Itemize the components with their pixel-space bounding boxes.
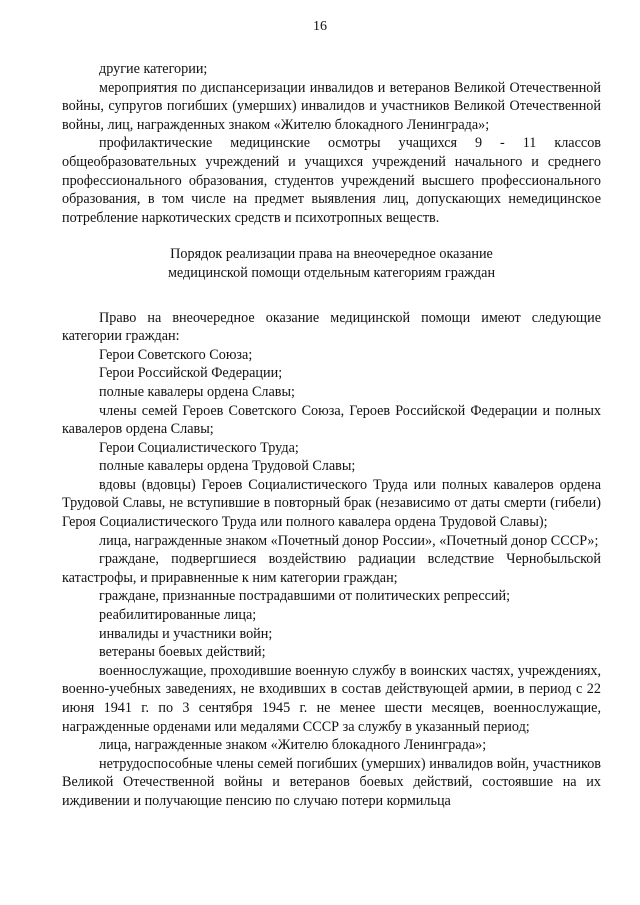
list-item: лица, награжденные знаком «Почетный донор России», «Почетный донор СССР»; bbox=[99, 532, 599, 549]
list-item: полные кавалеры ордена Трудовой Славы; bbox=[99, 458, 356, 475]
page-number: 16 bbox=[313, 19, 327, 34]
list-item: граждане, признанные пострадавшими от политических репрессий; bbox=[99, 588, 511, 605]
list-item: лица, награжденные знаком «Жителю блокадного Ленинграда»; bbox=[99, 737, 487, 754]
list-item: Герои Российской Федерации; bbox=[99, 365, 283, 382]
list-item: реабилитированные лица; bbox=[99, 607, 257, 624]
list-item: полные кавалеры ордена Славы; bbox=[99, 383, 295, 400]
paragraph-dispensary-measures: мероприятия по диспансеризации инвалидов и ветеранов Великой Отечественной войны, супругов погибших (умерших) инвалидов и участников Великой Отечественной войны, лиц, награжденных знаком «Жителю блокадного Ленинграда»; bbox=[62, 79, 601, 133]
list-item: нетрудоспособные члены семей погибших (умерших) инвалидов войн, участников Великой Отечественной войны и ветеранов боевых действий, состоявшие на их иждивении и получающие пенсию по случаю потери кормильца bbox=[62, 755, 601, 809]
document-body bbox=[62, 60, 601, 811]
list-item: граждане, подвергшиеся воздействию радиации вследствие Чернобыльской катастрофы, и приравненные к ним категории граждан; bbox=[62, 551, 601, 586]
list-item: Герои Социалистического Труда; bbox=[99, 439, 299, 456]
section-heading bbox=[62, 245, 601, 282]
paragraph-preventive-exams: профилактические медицинские осмотры учащихся 9 - 11 классов общеобразовательных учреждений и учащихся учреждений начального и среднего профессионального образования, студентов учреждений высшего профессионального образования, в том числе на предмет выявления лиц, допускающих немедицинское потребление наркотических средств и психотропных веществ. bbox=[62, 135, 601, 226]
list-item: Герои Советского Союза; bbox=[99, 346, 253, 363]
paragraph-intro: Право на внеочередное оказание медицинской помощи имеют следующие категории граждан: bbox=[62, 309, 601, 345]
section-heading-line-1: Порядок реализации права на внеочередное оказание bbox=[170, 246, 493, 263]
list-item: вдовы (вдовцы) Героев Социалистического Труда или полных кавалеров ордена Трудовой Славы, не вступившие в повторный брак (независимо от даты смерти (гибели) Героя Социалистического Труда или полного кавалера ордена Трудовой Славы); bbox=[62, 476, 601, 531]
list-item: ветераны боевых действий; bbox=[99, 644, 266, 661]
list-item: члены семей Героев Советского Союза, Героев Российской Федерации и полных кавалеров ордена Славы; bbox=[62, 402, 601, 438]
list-item: инвалиды и участники войн; bbox=[99, 625, 273, 642]
section-heading-line-2: медицинской помощи отдельным категориям граждан bbox=[167, 264, 496, 281]
paragraph-other-categories: другие категории; bbox=[99, 61, 208, 77]
list-item: военнослужащие, проходившие военную службу в воинских частях, учреждениях, военно-учебных заведениях, не входивших в состав действующей армии, в период с 22 июня 1941 г. по 3 сентября 1945 г. не менее шести месяцев, военнослужащие, награжденные орденами или медалями СССР за службу в указанный период; bbox=[62, 662, 601, 735]
